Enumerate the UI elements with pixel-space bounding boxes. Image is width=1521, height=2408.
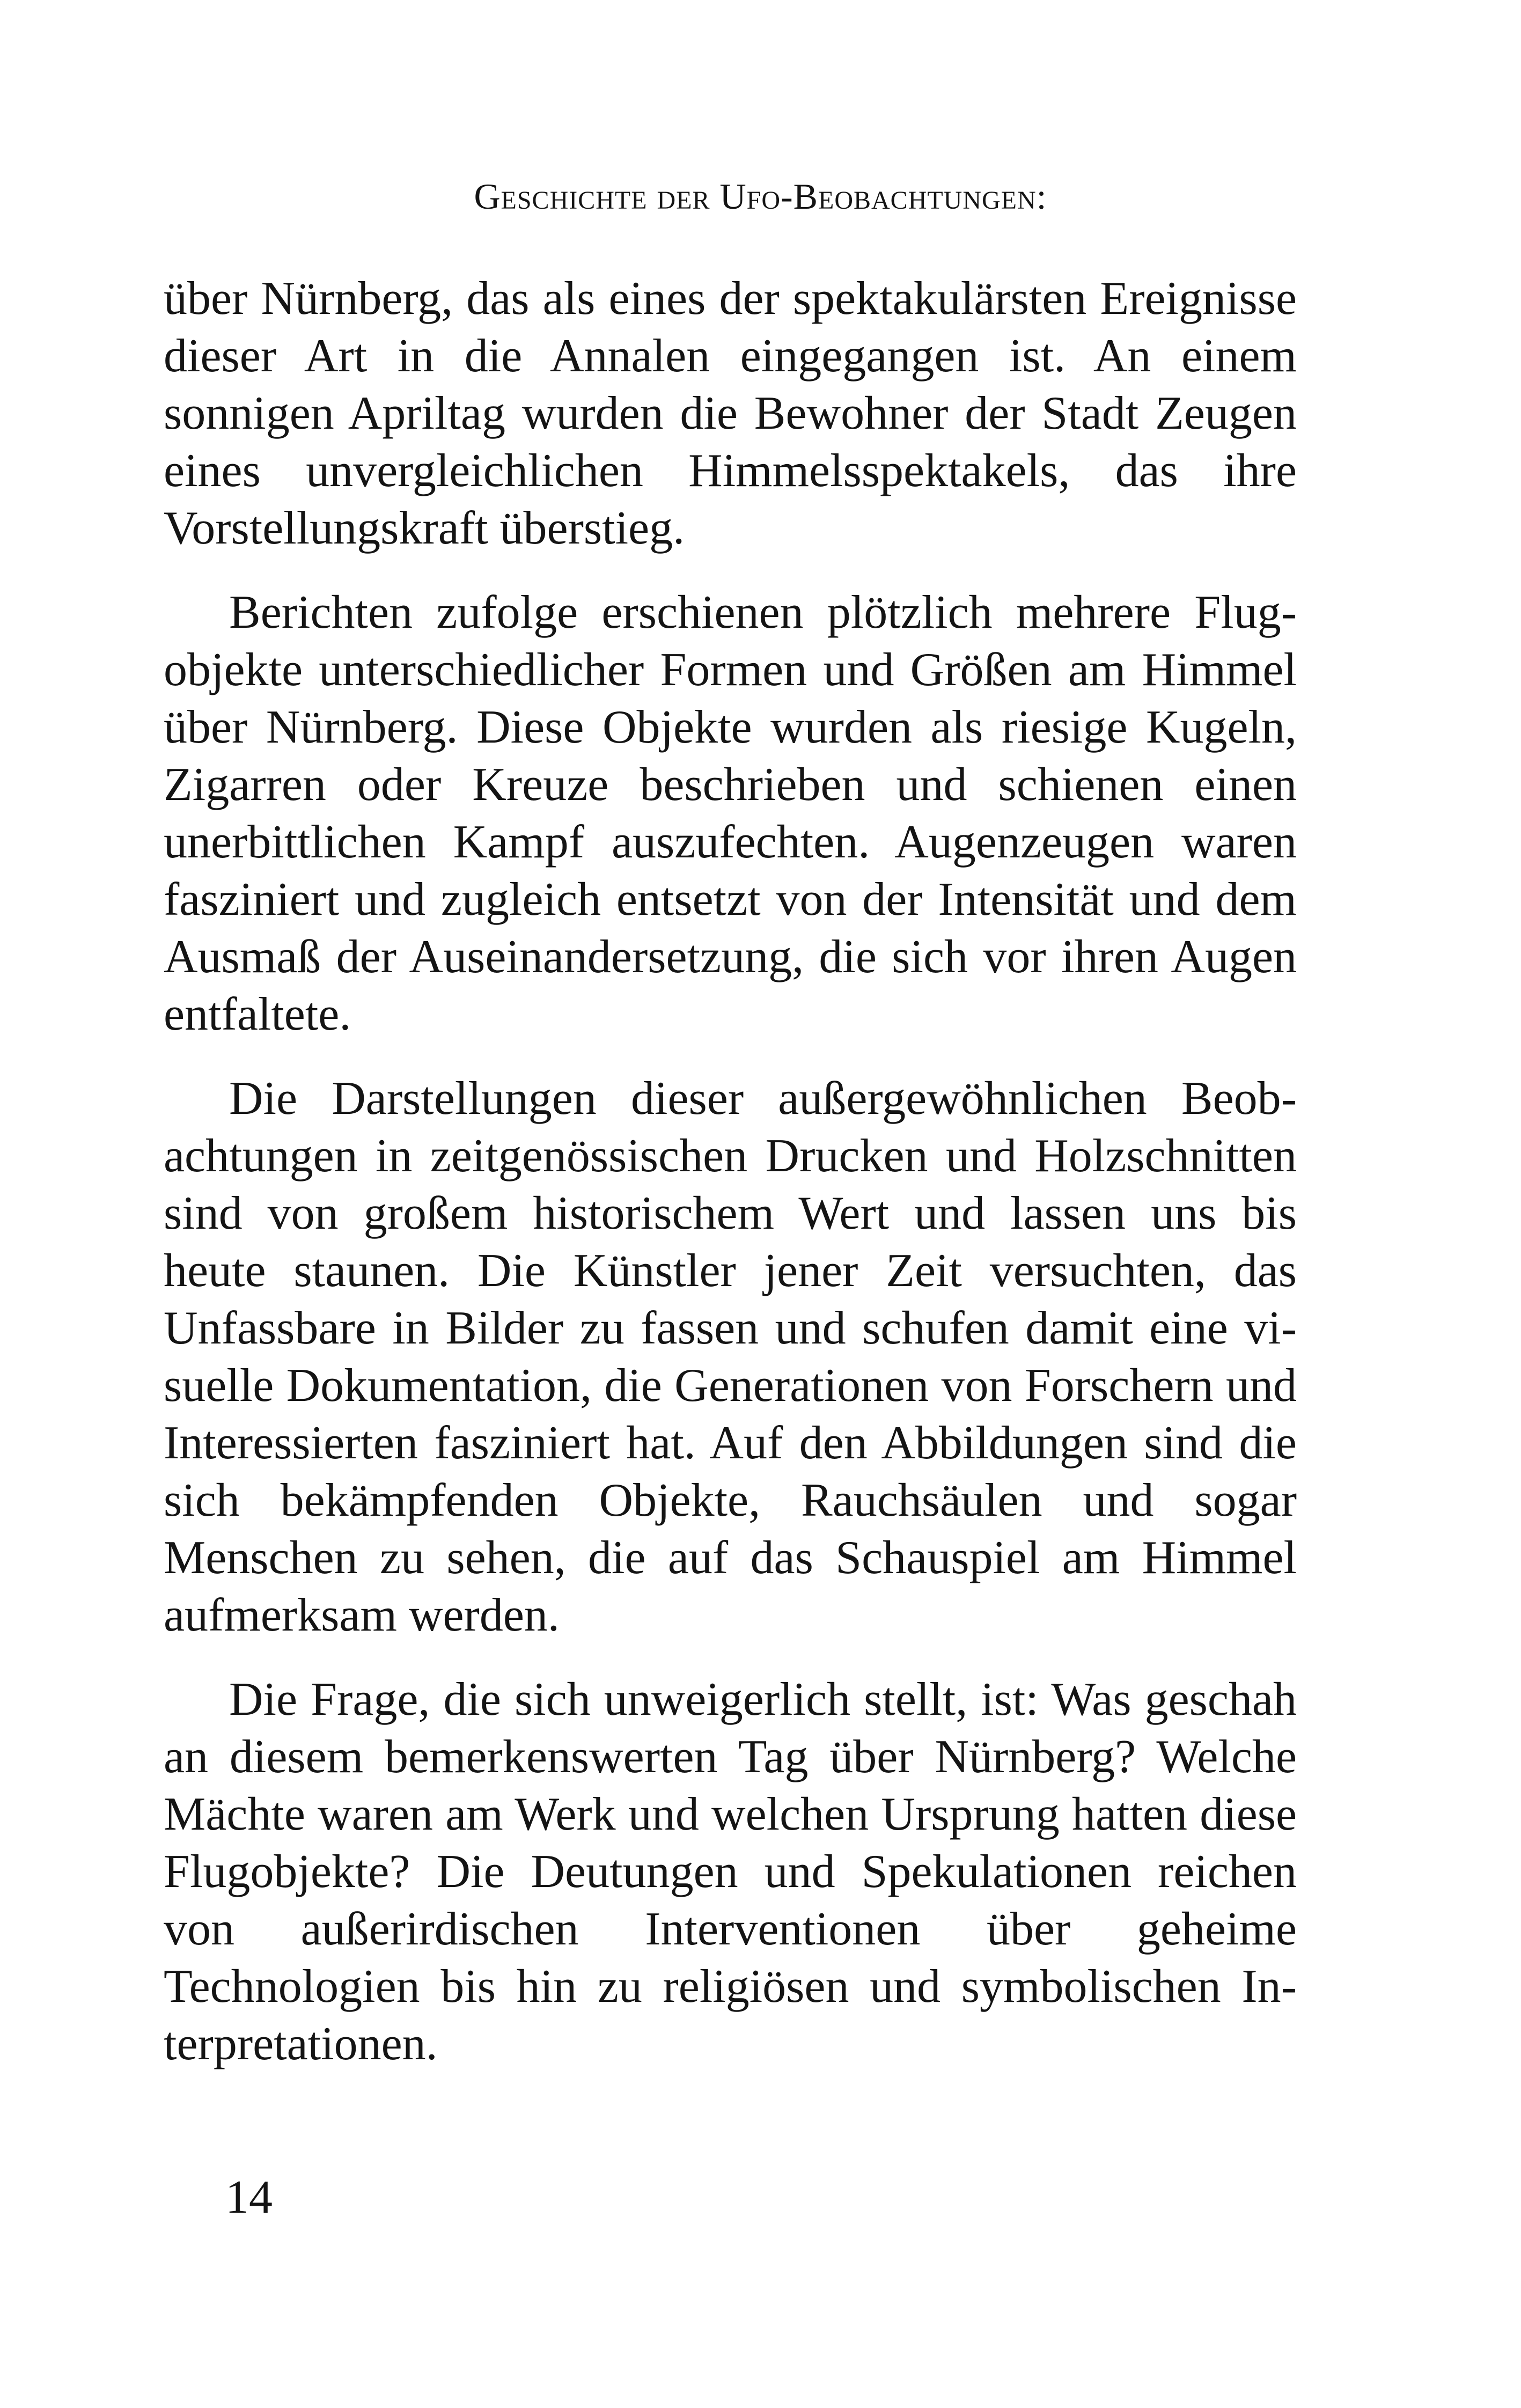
body-text	[164, 270, 1297, 2073]
paragraph-3: Die Darstellungen dieser außergewöhnlichen Beobachtungen in zeitgenössischen Drucken und Holzschnitten sind von großem historischem Wert und lassen uns bis heute staunen. Die Künstler jener Zeit versuchten, das Unfassbare in Bilder zu fassen und schufen damit eine visuelle Dokumentation, die Generationen von Forschern und Interessierten fasziniert hat. Auf den Abbildungen sind die sich bekämpfenden Objekte, Rauchsäulen und sogar Menschen zu sehen, die auf das Schauspiel am Himmel aufmerksam werden.	[164, 1073, 1297, 1641]
running-head: Geschichte der Ufo-Beobachtungen:	[474, 176, 1047, 217]
paragraph-4: Die Frage, die sich unweigerlich stellt, ist: Was geschah an diesem bemerkenswerten Tag über Nürnberg? Welche Mächte waren am Werk und welchen Ursprung hatten diese Flugobjekte? Die Deutungen und Spekulationen reichen von außerirdischen Interventionen über geheime Technologien bis hin zu religiösen und symbolischen Interpretationen.	[164, 1673, 1297, 2070]
paragraph-2: Berichten zufolge erschienen plötzlich mehrere Flugobjekte unterschiedlicher Formen und Größen am Himmel über Nürnberg. Diese Objekte wurden als riesige Kugeln, Zigarren oder Kreuze beschrieben und schienen einen unerbittlichen Kampf auszufechten. Augenzeugen waren fasziniert und zugleich entsetzt von der Intensität und dem Ausmaß der Auseinandersetzung, die sich vor ihren Augen entfaltete.	[164, 586, 1297, 1040]
page-number: 14	[225, 2171, 273, 2223]
paragraph-1: über Nürnberg, das als eines der spektakulärsten Ereignisse dieser Art in die Annalen eingegangen ist. An einem sonnigen Apriltag wurden die Bewohner der Stadt Zeugen eines unvergleichlichen Himmelsspektakels, das ihre Vorstellungskraft überstieg.	[164, 273, 1297, 554]
